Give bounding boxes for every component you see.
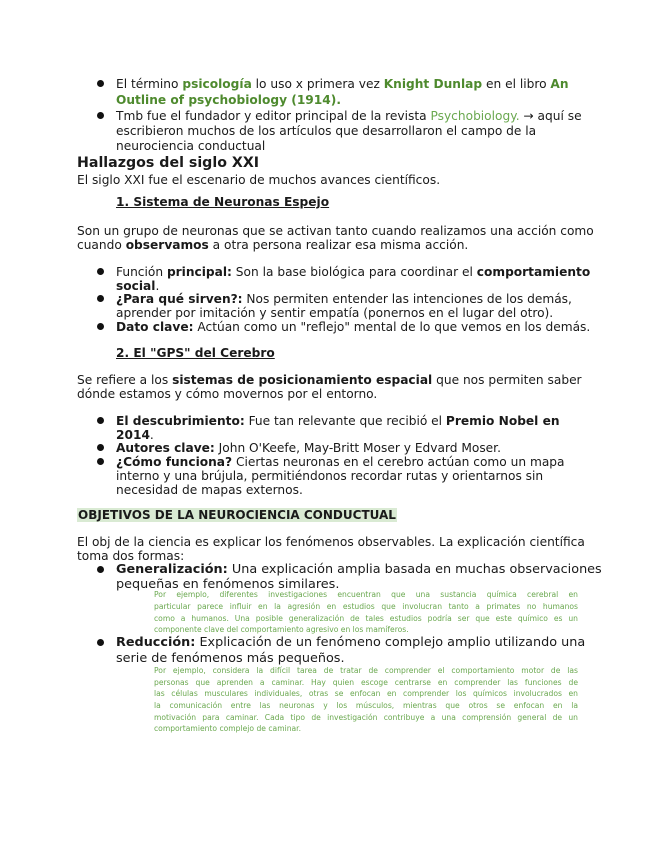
generalization-line-1: Generalización: Una explicación amplia basada en muchas observaciones — [116, 562, 602, 577]
bullet-dot — [97, 268, 104, 275]
gps-paragraph-line-1: Se refiere a los sistemas de posicionamiento espacial que nos permiten saber — [77, 373, 582, 387]
bullet-dot — [97, 444, 104, 451]
gps-bullet-3-line-3: necesidad de mapas externos. — [116, 483, 303, 497]
example-line: Por ejemplo, diferentes investigaciones encuentran que una sustancia química cerebral en — [154, 590, 578, 599]
intro-bullet-2-line-2: escribieron muchos de los artículos que desarrollaron el campo de la — [116, 124, 537, 138]
objectives-paragraph-line-2: toma dos formas: — [77, 549, 185, 563]
example-line: como a humanos. Una posible generalización de tales estudios podría ser que este químico es un — [154, 614, 578, 623]
section-heading: Hallazgos del siglo XXI — [77, 155, 260, 171]
example-line: personas que aprenden a caminar. Hay quien escoge centrarse en comprender las funciones de — [154, 678, 578, 687]
mirror-paragraph-line-2: cuando observamos a otra persona realizar esa misma acción. — [77, 238, 469, 252]
gps-bullet-2: Autores clave: John O'Keefe, May-Britt Moser y Edvard Moser. — [116, 441, 501, 455]
gps-bullet-3-line-1: ¿Cómo funciona? Ciertas neuronas en el cerebro actúan como un mapa — [116, 455, 565, 469]
gps-bullet-1-line-2: 2014. — [116, 428, 154, 442]
mirror-bullet-2-line-2: aprender por imitación y sentir empatía (ponernos en el lugar del otro). — [116, 306, 554, 320]
example-line: componente clave del comportamiento agresivo en los mamíferos. — [154, 625, 409, 634]
book-title-part-1: An — [550, 77, 569, 91]
generalization-line-2: pequeñas en fenómenos similares. — [116, 577, 340, 592]
intro-bullet-2-line-3: neurociencia conductual — [116, 139, 266, 153]
mirror-bullet-2-line-1: ¿Para qué sirven?: Nos permiten entender las intenciones de los demás, — [116, 292, 572, 306]
bullet-dot — [97, 80, 104, 87]
bullet-dot — [97, 639, 104, 646]
example-line: las células musculares individuales, otras se enfocan en comprender los químicos involucrados en — [154, 689, 578, 698]
intro-bullet-1-line-1: El término psicología lo uso x primera vez Knight Dunlap en el libro An — [116, 77, 569, 91]
bullet-dot — [97, 566, 104, 573]
gps-bullet-3-line-2: interno y una brújula, permitiéndonos recordar rutas y orientarnos sin — [116, 469, 544, 483]
reduction-line-2: serie de fenómenos más pequeños. — [116, 651, 345, 666]
example-line: Por ejemplo, considera la difícil tarea de tratar de comprender el comportamiento motor de las — [154, 666, 578, 675]
objectives-heading: OBJETIVOS DE LA NEUROCIENCIA CONDUCTUAL — [78, 508, 396, 522]
bullet-dot — [97, 112, 104, 119]
mirror-bullet-1-line-2: social. — [116, 279, 160, 293]
bullet-dot — [97, 323, 104, 330]
example-line: la comunicación entre las neuronas y los músculos, mientras que otros se enfocan en la — [154, 701, 578, 710]
subsection-title-gps: 2. El "GPS" del Cerebro — [116, 346, 275, 360]
mirror-bullet-1-line-1: Función principal: Son la base biológica para coordinar el comportamiento — [116, 265, 591, 279]
book-title-part-2: Outline of psychobiology (1914). — [116, 93, 341, 107]
gps-paragraph-line-2: dónde estamos y cómo movernos por el entorno. — [77, 387, 378, 401]
reduction-line-1: Reducción: Explicación de un fenómeno complejo amplio utilizando una — [116, 635, 586, 650]
intro-bullet-2-line-1: Tmb fue el fundador y editor principal de la revista Psychobiology. → aquí se — [116, 109, 582, 123]
author-name: Knight Dunlap — [383, 77, 483, 91]
subsection-title-mirror: 1. Sistema de Neuronas Espejo — [116, 195, 330, 209]
journal-name: Psychobiology. — [430, 109, 520, 123]
objectives-paragraph-line-1: El obj de la ciencia es explicar los fenómenos observables. La explicación científica — [77, 535, 585, 549]
mirror-bullet-3: Dato clave: Actúan como un "reflejo" mental de lo que vemos en los demás. — [116, 320, 591, 334]
bullet-dot — [97, 417, 104, 424]
example-line: comportamiento complejo de caminar. — [154, 724, 302, 733]
section-intro: El siglo XXI fue el escenario de muchos avances científicos. — [77, 173, 441, 187]
term-psicologia: psicología — [182, 77, 252, 91]
example-line: motivación para caminar. Cada tipo de investigación contribuye a una comprensión general de un — [154, 713, 578, 722]
mirror-paragraph-line-1: Son un grupo de neuronas que se activan tanto cuando realizamos una acción como — [77, 224, 594, 238]
bullet-dot — [97, 458, 104, 465]
gps-bullet-1-line-1: El descubrimiento: Fue tan relevante que recibió el Premio Nobel en — [116, 414, 560, 428]
bullet-dot — [97, 295, 104, 302]
example-line: particular parece influir en la agresión en estudios que involucran tanto a primates no humanos — [154, 602, 578, 611]
